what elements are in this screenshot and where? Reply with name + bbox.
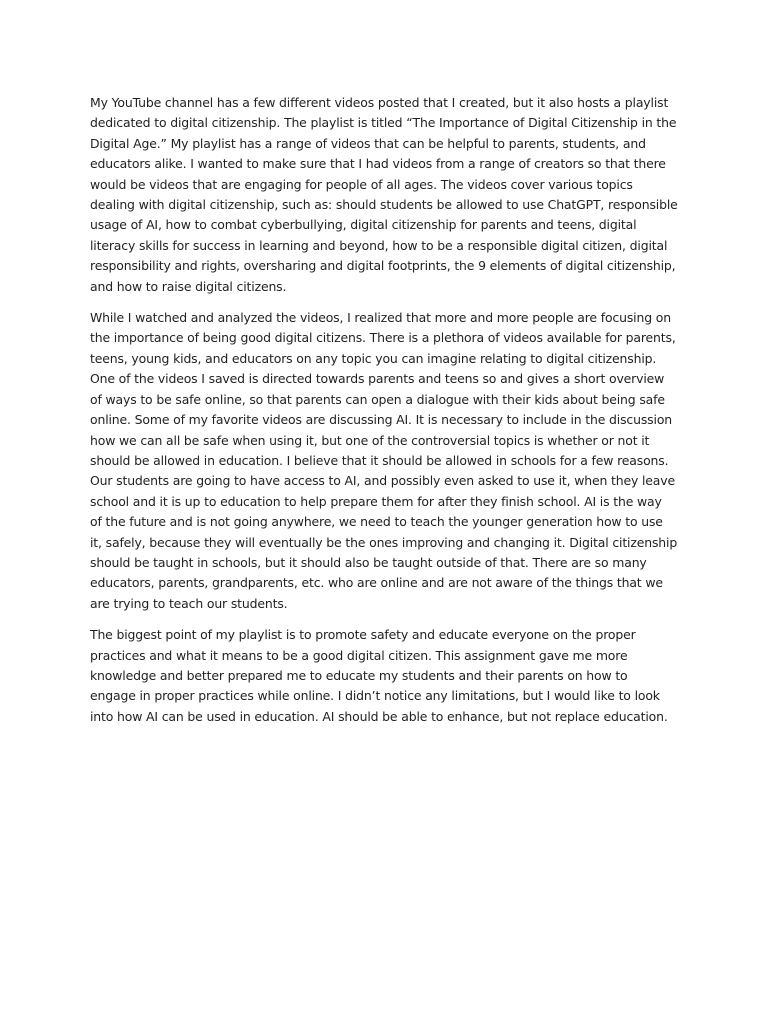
text-line: of ways to be safe online, so that parents can open a dialogue with their kids about being safe: [90, 391, 665, 407]
text-line: should be allowed in education. I believe that it should be allowed in schools for a few reasons.: [90, 452, 669, 468]
text-line: knowledge and better prepared me to educate my students and their parents on how to: [90, 667, 628, 683]
text-line: how we can all be safe when using it, but one of the controversial topics is whether or not it: [90, 432, 650, 448]
text-line: should be taught in schools, but it should also be taught outside of that. There are so many: [90, 554, 647, 570]
text-line: dealing with digital citizenship, such as: should students be allowed to use ChatGPT, responsible: [90, 197, 678, 213]
text-line: literacy skills for success in learning and beyond, how to be a responsible digital citizen, digital: [90, 237, 668, 253]
text-line: educators alike. I wanted to make sure that I had videos from a range of creators so that there: [90, 156, 666, 172]
text-line: Our students are going to have access to AI, and possibly even asked to use it, when they leave: [90, 473, 675, 489]
text-line: would be videos that are engaging for people of all ages. The videos cover various topics: [90, 176, 633, 192]
text-line: While I watched and analyzed the videos, I realized that more and more people are focusing on: [90, 310, 671, 326]
text-line: of the future and is not going anywhere, we need to teach the younger generation how to use: [90, 514, 663, 530]
text-line: school and it is up to education to help prepare them for after they finish school. AI is the way: [90, 493, 662, 509]
text-line: educators, parents, grandparents, etc. who are online and are not aware of the things that we: [90, 575, 663, 591]
text-line: teens, young kids, and educators on any topic you can imagine relating to digital citizenship.: [90, 350, 657, 366]
text-line: into how AI can be used in education. AI should be able to enhance, but not replace education.: [90, 708, 668, 724]
paragraph-2: [90, 308, 680, 614]
text-line: One of the videos I saved is directed towards parents and teens so and gives a short overview: [90, 371, 665, 387]
text-line: responsibility and rights, oversharing and digital footprints, the 9 elements of digital citizenship,: [90, 258, 676, 274]
text-line: and how to raise digital citizens.: [90, 278, 287, 294]
text-line: Digital Age.” My playlist has a range of videos that can be helpful to parents, students, and: [90, 135, 646, 151]
text-line: online. Some of my favorite videos are discussing AI. It is necessary to include in the discussion: [90, 412, 673, 428]
text-line: the importance of being good digital citizens. There is a plethora of videos available for parents,: [90, 330, 676, 346]
paragraph-3: [90, 625, 680, 727]
text-line: practices and what it means to be a good digital citizen. This assignment gave me more: [90, 647, 628, 663]
text-line: are trying to teach our students.: [90, 595, 288, 611]
text-line: engage in proper practices while online. I didn’t notice any limitations, but I would like to look: [90, 688, 660, 704]
text-line: The biggest point of my playlist is to promote safety and educate everyone on the proper: [90, 627, 636, 643]
document-body: [90, 93, 680, 738]
text-line: dedicated to digital citizenship. The playlist is titled “The Importance of Digital Citizenship in the: [90, 115, 677, 131]
text-line: My YouTube channel has a few different videos posted that I created, but it also hosts a playlist: [90, 95, 669, 110]
paragraph-1: [90, 93, 680, 297]
text-line: it, safely, because they will eventually be the ones improving and changing it. Digital citizenship: [90, 534, 678, 550]
text-line: usage of AI, how to combat cyberbullying, digital citizenship for parents and teens, digital: [90, 217, 637, 233]
